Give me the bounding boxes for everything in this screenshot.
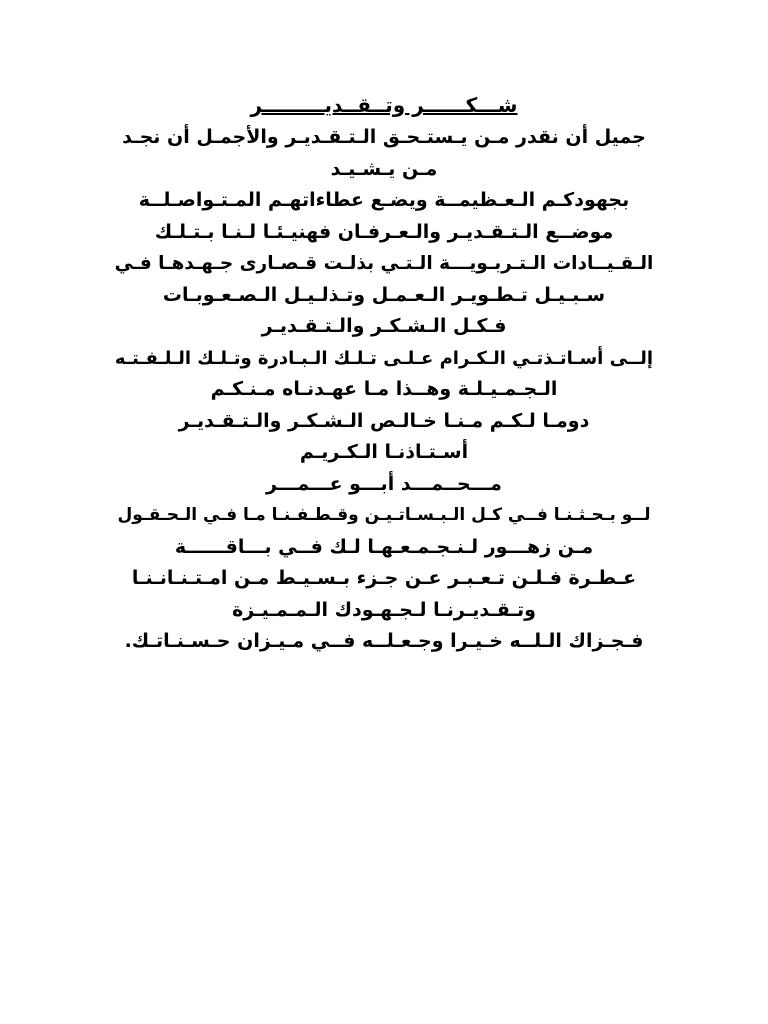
text-line-15: عـطـرة فـلـن تـعـبـر عـن جـزء بـسـيـط مـن امـتـنـانـنـا xyxy=(131,567,637,589)
text-line-10: دومـا لـكـم مـنـا خـالـص الـشـكـر والـتـقـديـر xyxy=(178,409,590,432)
text-line-4: موضــع الـتـقـديـر والـعـرفـان فهنيـئـا لـنـا بـتـلـك xyxy=(154,220,614,243)
text-line-14: مـن زهـــور لـنـجـمـعـهـا لـك فــي بـــاقــــــة xyxy=(174,535,594,558)
text-line-6: سـبـيـل تـطـويـر الـعـمـل وتـذلـيـل الـصـعـوبـات xyxy=(162,283,606,306)
text-line-13: لــو بـحـثـنـا فــي كـل الـبـسـاتـيـن وقـطـفـنـا مـا فـي الـحـقـول xyxy=(117,505,651,525)
text-line-7: فـكـل الـشـكـر والـتـقـديـر xyxy=(261,315,507,337)
letter-body xyxy=(110,90,658,658)
letter-title: شـــكــــــر وتــقــديـــــــــر xyxy=(250,93,518,117)
text-line-1: جميل أن نقدر مـن يـستـحـق الـتـقـديـر والأجمـل أن نجـد xyxy=(122,126,646,148)
text-line-9: الـجـمـيـلـة وهــذا مـا عهـدنـاه مـنـكـم xyxy=(210,378,558,400)
text-line-2: مـن يـشـيـد xyxy=(330,157,438,180)
text-line-16: وتـقـديـرنـا لـجـهـودك الـمـمـيـزة xyxy=(232,598,536,621)
text-line-12: مـــحــمـــد أبـــو عـــمـــر xyxy=(266,472,502,495)
text-line-11: أسـتـاذنـا الـكـريـم xyxy=(299,441,469,463)
text-line-17: فـجـزاك الـلــه خـيـرا وجـعـلــه فــي مـيـزان حـسـنـاتـك. xyxy=(124,630,644,652)
text-line-8: إلــى أسـاتـذتـي الـكـرام عـلـى تـلـك الـبـادرة وتـلـك الـلـفـتـه xyxy=(114,347,654,369)
text-line-3: بجهودكـم الـعـظيمــة ويضـع عطاءاتهـم المـتـواصـلــة xyxy=(138,189,630,211)
text-line-5: الـقـيــادات الـتـربـويـــة الـتـي بذلـت قـصـارى جـهـدهـا فـي xyxy=(114,253,654,274)
